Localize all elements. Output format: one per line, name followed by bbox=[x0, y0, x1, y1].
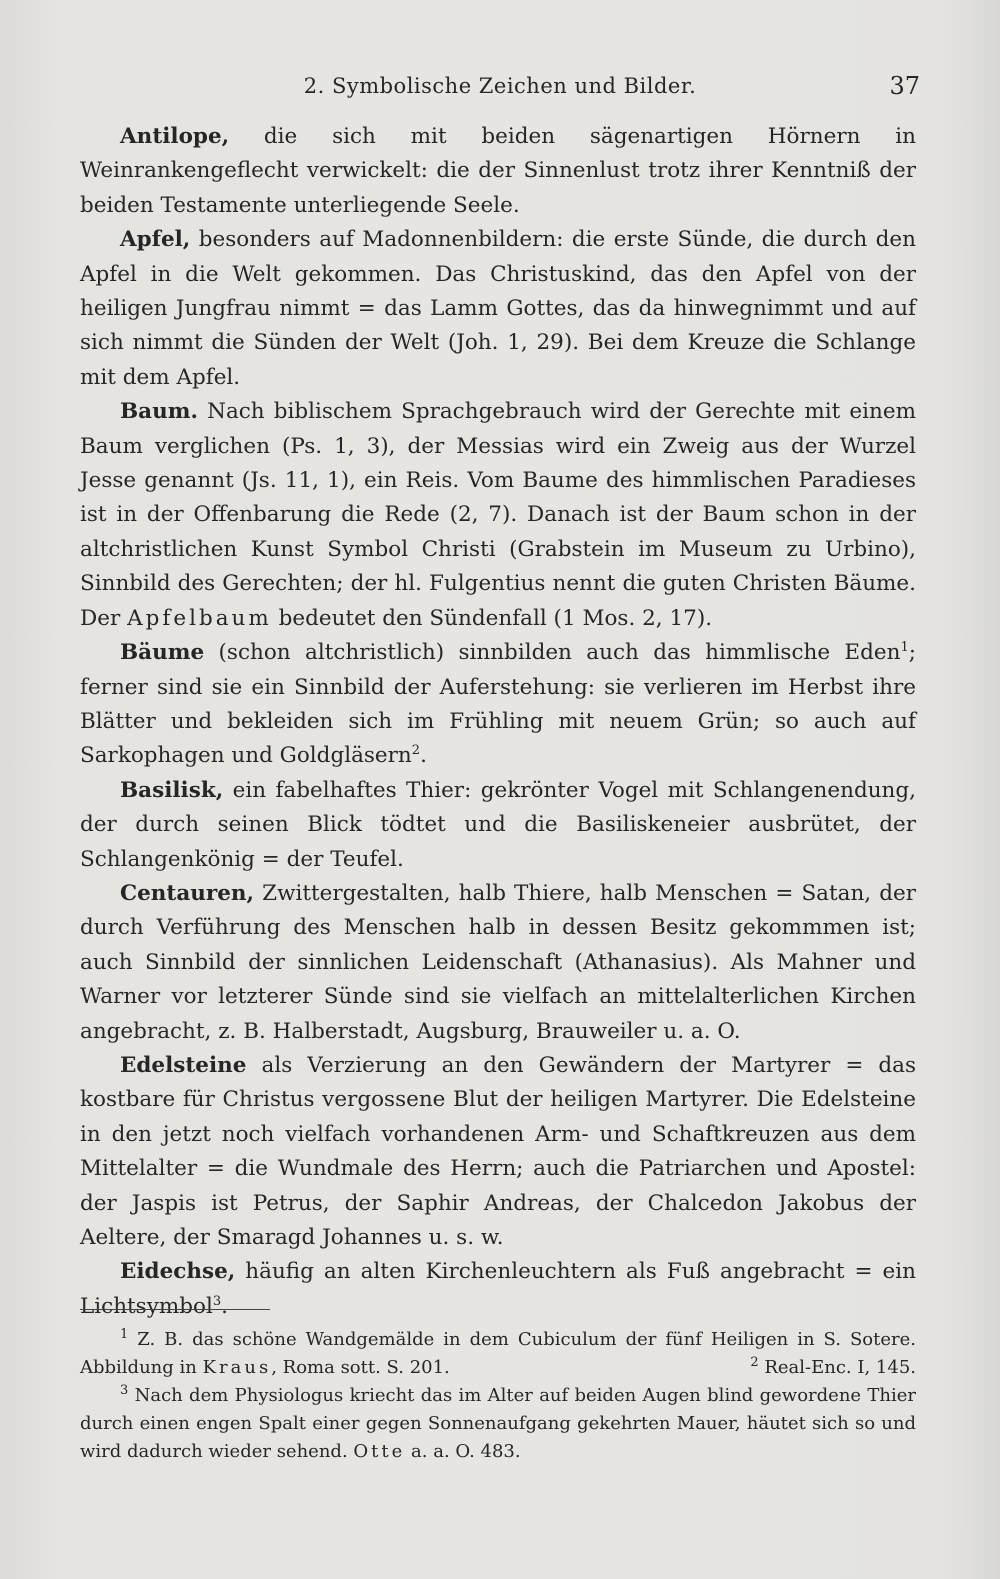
footnote-ref: 2 bbox=[411, 743, 421, 759]
entry-text: (schon altchristlich) sinnbilden auch das himmlische Eden bbox=[218, 640, 901, 666]
footnote-ref: 1 bbox=[900, 639, 909, 655]
footnote-text: Real-Enc. I, 145. bbox=[764, 1357, 916, 1378]
lemma: Centauren, bbox=[120, 880, 255, 906]
lemma: Eidechse, bbox=[120, 1259, 236, 1285]
entry-edelsteine bbox=[80, 1049, 916, 1255]
footnote-1 bbox=[80, 1326, 916, 1382]
footnote-text: Nach dem Physiologus kriecht das im Alter auf beiden Augen blind gewordene Thier durch einen engen Spalt einer gegen Sonnenaufgang gekehrten Mauer, häutet sich so und wird dadurch wieder sehend. bbox=[80, 1385, 916, 1462]
lemma: Basilisk, bbox=[120, 777, 224, 803]
footnote-mark: 1 bbox=[120, 1327, 129, 1342]
entry-text-end: . bbox=[221, 1293, 228, 1319]
entry-antilope bbox=[80, 120, 916, 223]
lemma: Baum. bbox=[120, 399, 198, 425]
entry-centauren bbox=[80, 877, 916, 1049]
lemma: Edelsteine bbox=[120, 1052, 247, 1078]
entry-text-cont: ; ferner sind sie ein Sinnbild der Auferstehung: sie verlieren im Herbst ihre Blätter und bekleiden sich im Frühling mit neuem Grün; so auch auf Sarkophagen und Goldgläsern bbox=[80, 640, 916, 769]
entry-text-after: bedeutet den Sündenfall (1 Mos. 2, 17). bbox=[278, 605, 713, 631]
footnote-text-after: a. a. O. 483. bbox=[411, 1441, 521, 1462]
entry-text: als Verzierung an den Gewändern der Martyrer = das kostbare für Christus vergossene Blut der heiligen Martyrer. Die Edelsteine in den jetzt noch vielfach vorhandenen Arm- und Schaftkreuzen aus dem Mittelalter = die Wundmale des Herrn; auch die Patriarchen und Apostel: der Jaspis ist Petrus, der Saphir Andreas, der Chalcedon Jakobus der Aeltere, der Smaragd Johannes u. s. w. bbox=[80, 1052, 917, 1250]
page-header bbox=[80, 74, 920, 114]
footnote-text-after: , Roma sott. S. 201. bbox=[271, 1357, 450, 1378]
entry-eidechse bbox=[80, 1255, 916, 1324]
main-text bbox=[80, 120, 916, 1324]
footnotes bbox=[80, 1326, 916, 1466]
entry-text: Zwittergestalten, halb Thiere, halb Menschen = Satan, der durch Verführung des Menschen halb in dessen Besitz gekommmen ist; auch Sinnbild der sinnlichen Leidenschaft (Athanasius). Als Mahner und Warner vor letzterer Sünde sind sie vielfach an mittelalterlichen Kirchen angebracht, z. B. Halberstadt, Augsburg, Brauweiler u. a. O. bbox=[80, 880, 916, 1044]
entry-apfel bbox=[80, 223, 916, 395]
entry-text-end: . bbox=[420, 743, 427, 769]
entry-text: besonders auf Madonnenbildern: die erste Sünde, die durch den Apfel in die Welt gekommen. Das Christuskind, das den Apfel von der heiligen Jungfrau nimmt = das Lamm Gottes, das da hinwegnimmt und auf sich nimmt die Sünden der Welt (Joh. 1, 29). Bei dem Kreuze die Schlange mit dem Apfel. bbox=[80, 227, 916, 390]
spaced-term: Kraus bbox=[202, 1357, 272, 1378]
spaced-term: Apfelbaum bbox=[127, 605, 272, 631]
entry-baum bbox=[80, 395, 916, 636]
page-number: 37 bbox=[889, 72, 920, 100]
footnote-mark: 3 bbox=[120, 1383, 129, 1398]
footnote-text: Z. B. das schöne Wandgemälde in dem Cubiculum der fünf Heiligen in S. Sotere. Abbildung in bbox=[80, 1329, 916, 1378]
footnote-3 bbox=[80, 1382, 916, 1466]
entry-text: ein fabelhaftes Thier: gekrönter Vogel mit Schlangenendung, der durch seinen Blick tödtet und die Basiliskeneier ausbrütet, der Schlangenkönig = der Teufel. bbox=[80, 777, 916, 872]
lemma: Antilope, bbox=[120, 124, 230, 149]
footnote-mark: 2 bbox=[750, 1355, 759, 1370]
entry-text: häufig an alten Kirchenleuchtern als Fuß angebracht = ein Lichtsymbol bbox=[80, 1259, 916, 1319]
footnote-divider bbox=[80, 1309, 270, 1310]
lemma: Bäume bbox=[120, 640, 205, 666]
entry-basilisk bbox=[80, 774, 916, 877]
running-title: 2. Symbolische Zeichen und Bilder. bbox=[303, 74, 697, 98]
footnote-ref: 3 bbox=[212, 1293, 222, 1309]
entry-text: Nach biblischem Sprachgebrauch wird der Gerechte mit einem Baum verglichen (Ps. 1, 3), der Messias wird ein Zweig aus der Wurzel Jesse genannt (Js. 11, 1), ein Reis. Vom Baume des himmlischen Paradieses ist in der Offenbarung die Rede (2, 7). Danach ist der Baum schon in der altchristlichen Kunst Symbol Christi (Grabstein im Museum zu Urbino), Sinnbild des Gerechten; der hl. Fulgentius nennt die guten Christen Bäume. Der bbox=[80, 399, 916, 631]
entry-baeume bbox=[80, 636, 916, 774]
spaced-term: Otte bbox=[353, 1441, 406, 1462]
lemma: Apfel, bbox=[120, 227, 191, 253]
footnote-2 bbox=[750, 1354, 916, 1382]
entry-text: die sich mit beiden sägenartigen Hörnern in Weinrankengeflecht verwickelt: die der Sinnenlust trotz ihrer Kenntniß der beiden Testamente unterliegende Seele. bbox=[80, 124, 916, 218]
